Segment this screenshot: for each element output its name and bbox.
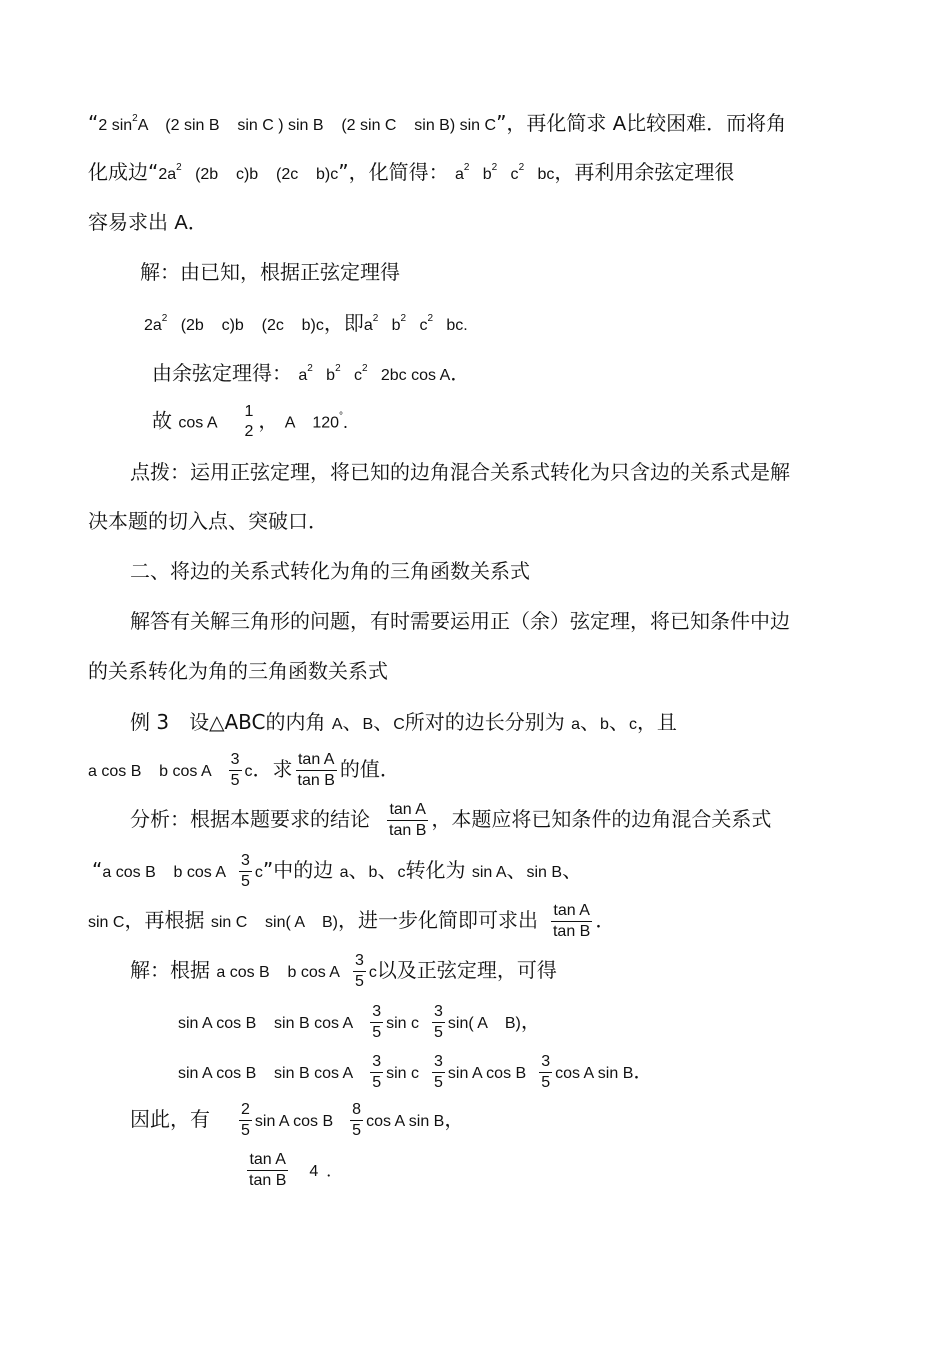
section-heading <box>130 558 530 584</box>
text-segment: 、 <box>562 858 583 882</box>
text-segment: 、 <box>580 710 601 734</box>
text-line <box>130 459 790 485</box>
text-segment: 解答有关解三角形的问题，有时需要运用正（余）弦定理，将已知条件中边 <box>130 609 790 633</box>
superscript: 2 <box>132 113 138 124</box>
text-segment: 点拨：运用正弦定理，将已知的边角混合关系式转化为只含边的关系式是解 <box>130 460 790 484</box>
fraction <box>432 1002 445 1043</box>
text-segment: . <box>463 317 468 334</box>
text-line <box>130 709 677 738</box>
fraction-numerator: 2 <box>239 1100 252 1121</box>
math-variable: A <box>331 716 343 733</box>
superscript: 2 <box>400 313 407 324</box>
text-line <box>88 209 208 236</box>
math-expression: sin c <box>386 1065 420 1082</box>
math-expression: a <box>298 367 308 384</box>
math-expression: sin C <box>88 914 125 931</box>
math-expression: c <box>497 166 519 183</box>
fraction-denominator: 5 <box>372 1024 382 1041</box>
text-segment: 、 <box>373 710 394 734</box>
equation-line <box>178 1052 653 1093</box>
text-segment: ，本题应将已知条件的边角混合关系式 <box>431 807 772 831</box>
text-segment: 的关系转化为角的三角函数关系式 <box>88 659 388 683</box>
fraction-numerator: 8 <box>350 1100 363 1121</box>
text-segment: ”中的边 <box>262 858 334 882</box>
fraction <box>551 901 592 942</box>
math-expression: 2bc cos A <box>367 367 451 384</box>
math-expression: bc <box>524 166 555 183</box>
text-segment: 所对的边长分别为 <box>404 710 565 734</box>
fraction <box>370 1002 383 1043</box>
text-segment: 解：由已知，根据正弦定理得 <box>140 260 400 284</box>
fraction <box>387 800 428 841</box>
fraction-denominator: 5 <box>230 772 240 789</box>
math-variable: a <box>571 716 581 733</box>
text-line <box>88 159 734 190</box>
text-segment: ． <box>633 1059 654 1083</box>
superscript: 2 <box>361 363 368 374</box>
fraction-numerator: tan A <box>247 1150 288 1171</box>
text-segment: 故 <box>152 408 172 433</box>
text-line <box>130 800 771 841</box>
text-segment: 、 <box>348 858 369 882</box>
math-expression: b <box>469 166 492 183</box>
text-segment: ”，化简得： <box>338 160 449 184</box>
text-segment: 分析：根据本题要求的结论 <box>130 807 370 831</box>
superscript: 2 <box>491 162 498 173</box>
fraction-denominator: 5 <box>241 1122 250 1139</box>
superscript: 2 <box>372 313 379 324</box>
math-variable: c <box>244 763 253 780</box>
text-segment: ，再根据 <box>124 908 205 932</box>
math-expression: c <box>406 317 428 334</box>
fraction-denominator: tan B <box>249 1172 287 1189</box>
text-segment: 解：根据 <box>130 958 210 982</box>
fraction-numerator: 3 <box>353 951 366 972</box>
fraction-numerator: 3 <box>370 1002 383 1023</box>
math-variable: B <box>362 716 374 733</box>
text-segment: 二、将边的关系式转化为角的三角函数关系式 <box>130 559 530 583</box>
math-expression: a <box>454 166 464 183</box>
equation-line <box>144 310 468 341</box>
fraction-denominator: 5 <box>241 873 250 890</box>
fraction-numerator: 3 <box>432 1052 445 1073</box>
math-expression: b <box>378 317 401 334</box>
fraction-denominator: tan B <box>297 772 335 789</box>
text-segment: 由余弦定理得： <box>152 361 292 385</box>
equation-line <box>152 360 470 391</box>
example-label: 例 3 <box>130 710 170 734</box>
math-expression: sin A <box>471 864 507 881</box>
math-expression: a cos B b cos A <box>102 864 226 881</box>
text-segment: 、 <box>608 710 629 734</box>
text-line <box>92 851 582 892</box>
math-variable: C <box>393 716 405 733</box>
degree-symbol: ° <box>339 410 344 422</box>
fraction-numerator: tan A <box>387 800 428 821</box>
text-segment: ． <box>343 414 360 432</box>
fraction-denominator: tan B <box>552 923 591 940</box>
text-segment: ，再利用余弦定理很 <box>554 160 735 184</box>
text-segment: 容易求出 <box>88 210 168 234</box>
math-expression: sin A cos B sin B cos A <box>178 1015 354 1032</box>
superscript: 2 <box>463 162 470 173</box>
text-segment: ． <box>326 1163 343 1180</box>
fraction <box>370 1052 383 1093</box>
math-expression: bc <box>433 317 464 334</box>
fraction-numerator: 3 <box>239 851 252 872</box>
fraction <box>247 1150 288 1191</box>
text-segment: 化成边“ <box>88 160 159 184</box>
fraction-denominator: 2 <box>244 423 254 440</box>
math-expression: cos A sin B <box>366 1113 445 1130</box>
math-variable: b <box>368 864 378 881</box>
math-expression: A (2 sin B sin C ) sin B (2 sin C sin B) sin C <box>137 117 497 134</box>
text-line <box>88 508 328 534</box>
fraction-denominator: 5 <box>434 1024 443 1041</box>
equation-line <box>244 1150 342 1191</box>
text-line <box>140 259 400 285</box>
text-segment: 以及正弦定理，可得 <box>376 958 557 982</box>
fraction <box>239 1100 252 1141</box>
fraction-numerator: 1 <box>244 403 254 420</box>
math-variable: A <box>174 212 188 234</box>
math-variable: a <box>339 864 349 881</box>
text-segment: 因此，有 <box>130 1107 210 1131</box>
text-segment: 的值． <box>339 757 400 781</box>
fraction-denominator: 5 <box>434 1074 443 1091</box>
math-expression: 4 <box>309 1163 319 1180</box>
math-expression: sin B <box>526 864 563 881</box>
equation-line <box>178 1002 541 1043</box>
text-segment: ． <box>187 210 208 234</box>
math-expression: a cos B b cos A <box>216 964 340 981</box>
fraction-numerator: 3 <box>370 1052 383 1073</box>
fraction <box>432 1052 445 1093</box>
text-segment: ， <box>258 408 279 433</box>
text-line <box>88 658 388 684</box>
fraction-numerator: tan A <box>551 901 592 922</box>
fraction-numerator: 3 <box>539 1052 552 1073</box>
math-expression: b <box>312 367 336 384</box>
fraction-denominator: tan B <box>389 822 427 839</box>
text-line <box>88 901 615 942</box>
text-segment: ．求 <box>252 757 293 781</box>
text-segment: ， <box>520 1009 541 1033</box>
fraction-denominator: 5 <box>372 1074 382 1091</box>
text-segment: 设△ABC的内角 <box>189 710 326 734</box>
text-segment: ，进一步化简即可求出 <box>337 908 538 932</box>
math-variable: c <box>628 716 637 733</box>
math-expression: sin C sin( A B) <box>210 914 338 931</box>
fraction-denominator: 5 <box>354 973 364 990</box>
equation-line <box>130 1100 464 1141</box>
fraction-numerator: 3 <box>229 750 242 771</box>
equation-line <box>88 750 400 791</box>
fraction <box>239 851 252 892</box>
math-expression: 2a <box>158 166 177 183</box>
math-expression: c <box>340 367 362 384</box>
fraction-denominator: 5 <box>352 1122 362 1139</box>
math-variable: c <box>254 864 263 881</box>
math-expression: (2b c)b (2c b)c <box>181 166 339 183</box>
math-variable: c <box>397 864 406 881</box>
text-segment: 比较困难．而将角 <box>626 111 787 135</box>
superscript: 2 <box>518 162 525 173</box>
math-expression: sin( A B) <box>447 1015 521 1032</box>
fraction-numerator: tan A <box>296 750 337 771</box>
superscript: 2 <box>335 363 341 374</box>
fraction <box>350 1100 363 1141</box>
fraction-denominator: 5 <box>541 1074 551 1091</box>
fraction <box>243 402 256 442</box>
text-segment: ，且 <box>636 710 677 734</box>
fraction <box>539 1052 552 1093</box>
quote-open: “ <box>88 111 99 135</box>
superscript: 2 <box>161 313 168 324</box>
fraction <box>353 951 366 992</box>
text-segment: ，即 <box>323 311 364 335</box>
text-segment: 、 <box>377 858 398 882</box>
text-line <box>130 951 557 992</box>
math-expression: (2b c)b (2c b)c <box>167 317 324 334</box>
math-variable: c <box>368 964 377 981</box>
math-variable: A <box>612 113 627 135</box>
math-expression: sin c <box>386 1015 420 1032</box>
math-expression: sin A cos B sin B cos A <box>178 1065 354 1082</box>
fraction <box>296 750 337 791</box>
math-expression: sin A cos B <box>254 1113 334 1130</box>
math-variable: b <box>600 716 609 733</box>
text-segment: 决本题的切入点、突破口． <box>88 509 328 533</box>
text-segment: ， <box>444 1107 465 1131</box>
superscript: 2 <box>307 363 313 374</box>
text-line <box>88 110 786 141</box>
math-expression: sin A cos B <box>447 1065 527 1082</box>
quote-open: “ <box>92 858 103 882</box>
math-expression: 2a <box>144 317 162 334</box>
fraction-numerator: 3 <box>432 1002 445 1023</box>
text-segment: ． <box>450 361 471 385</box>
text-segment: 转化为 <box>405 858 466 882</box>
text-line <box>130 608 790 634</box>
math-expression: a <box>363 317 373 334</box>
fraction <box>229 750 242 791</box>
math-expression: 2 sin <box>98 117 133 134</box>
math-expression: A 120 <box>284 414 340 432</box>
equation-line <box>152 402 359 442</box>
math-expression: cos A sin B <box>555 1065 634 1082</box>
text-segment: ． <box>595 908 616 932</box>
math-expression: a cos B b cos A <box>88 763 212 780</box>
text-segment: 、 <box>506 858 527 882</box>
text-segment: 、 <box>342 710 363 734</box>
superscript: 2 <box>176 162 182 173</box>
superscript: 2 <box>427 313 434 324</box>
math-expression: cos A <box>178 414 218 432</box>
text-segment: ”，再化简求 <box>496 111 607 135</box>
